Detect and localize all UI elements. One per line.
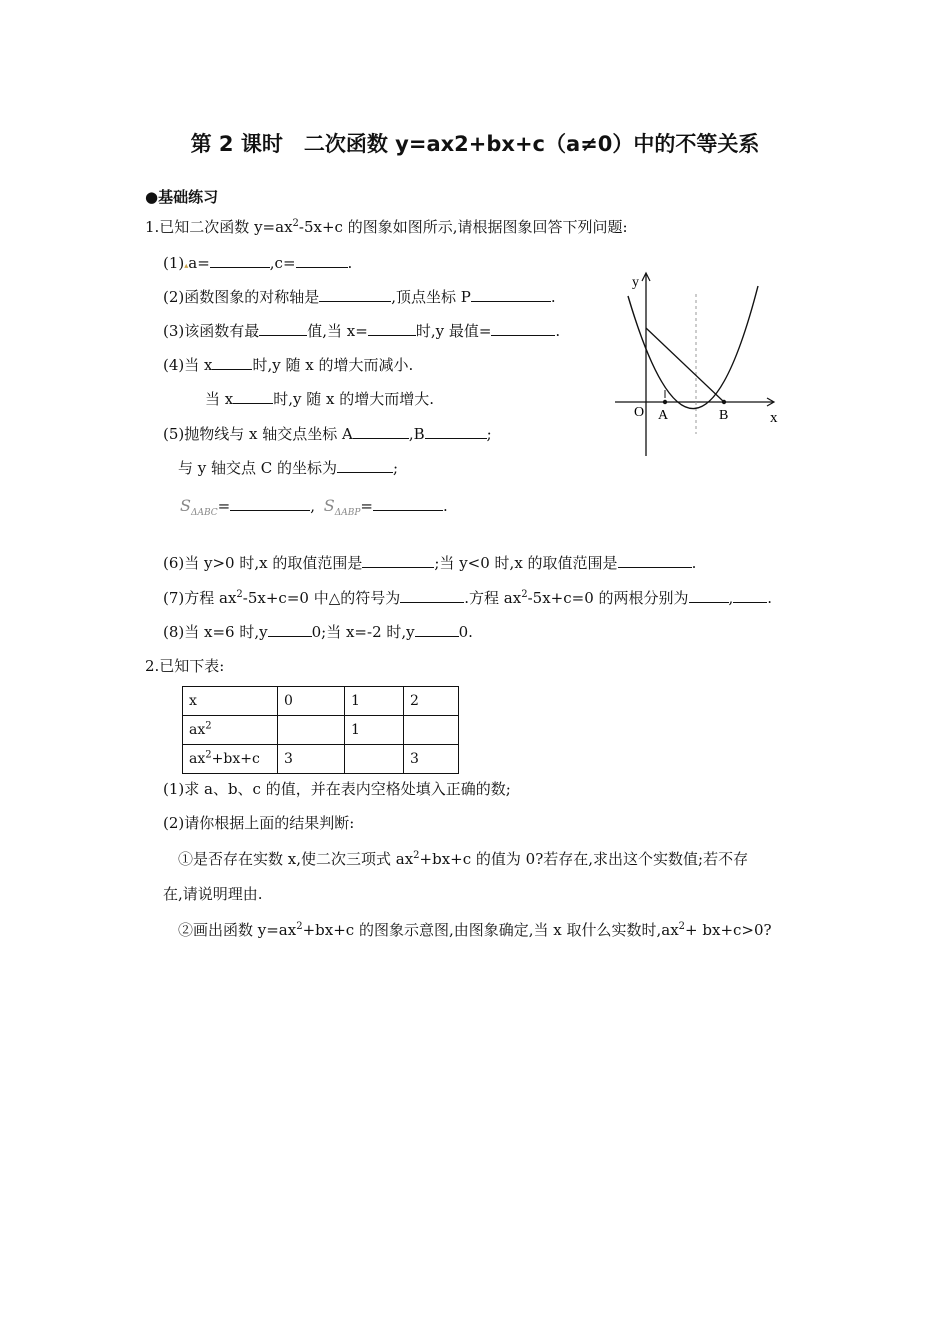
table-cell: 1 xyxy=(345,716,404,745)
x-axis-label: x xyxy=(770,410,778,426)
q1-part2: (2)函数图象的对称轴是 ,顶点坐标 P . xyxy=(163,288,556,306)
table-row xyxy=(183,745,459,774)
table-cell: 0 xyxy=(278,687,345,716)
values-table xyxy=(182,686,459,774)
table-cell xyxy=(278,716,345,745)
q1-stem: 1.已知二次函数 $y=ax^2-5x+c$ 的图象如图所示,请根据图象回答下列问题: xyxy=(145,218,628,236)
parabola-curve xyxy=(628,286,758,409)
table-row xyxy=(183,716,459,745)
page-title: 第 2 课时 二次函数 y=ax2+bx+c（a≠0）中的不等关系 xyxy=(190,132,760,156)
table-cell: $ax^2+bx+c$ xyxy=(183,745,278,774)
y-axis-label: y xyxy=(632,275,639,290)
parabola-graph xyxy=(608,266,793,461)
table-cell: 3 xyxy=(404,745,459,774)
q2-stem: 2.已知下表: xyxy=(145,657,225,675)
table-cell: 3 xyxy=(278,745,345,774)
q1-part8: (8)当 x=6 时,y 0;当 x=-2 时,y 0. xyxy=(163,623,473,641)
table-cell: 1 xyxy=(345,687,404,716)
q1-part5a: (5)抛物线与 x 轴交点坐标 A ,B ; xyxy=(163,425,492,443)
point-b-label: B xyxy=(719,408,729,423)
point-a-label: A xyxy=(658,408,669,423)
section-heading: ●基础练习 xyxy=(145,188,219,206)
q1-part7: (7)方程 $ax^2-5x+c=0$ 中△的符号为 .方程 $ax^2-5x+c=0$ 的两根分别为 , . xyxy=(163,589,773,607)
q2-sub4: ②画出函数 $y=ax^2+bx+c$ 的图象示意图,由图象确定,当 x 取什么实数时$,ax^2+ bx+c>0$? xyxy=(178,921,772,939)
q2-sub3: ①是否存在实数 x,使二次三项式 $ax^2+bx+c$ 的值为 0?若存在,求出这个实数值;若不存 xyxy=(178,850,749,868)
table-cell xyxy=(345,745,404,774)
point-b xyxy=(722,400,726,404)
q2-sub3-cont: 在,请说明理由. xyxy=(163,885,263,903)
q2-sub1: (1)求 a、b、c 的值，并在表内空格处填入正确的数; xyxy=(163,780,511,798)
q2-sub2: (2)请你根据上面的结果判断: xyxy=(163,814,355,832)
q1-part1: (1)▴a= ,c= . xyxy=(163,254,353,272)
q1-part6: (6)当 y>0 时,x 的取值范围是 ;当 y<0 时,x 的取值范围是 . xyxy=(163,554,697,572)
table-cell: $ax^2$ xyxy=(183,716,278,745)
table-row xyxy=(183,687,459,716)
q1-part5b: 与 y 轴交点 C 的坐标为 ; xyxy=(178,459,399,477)
q1-part4a: (4)当 x 时,y 随 x 的增大而减小. xyxy=(163,356,414,374)
table-cell: 2 xyxy=(404,687,459,716)
point-a xyxy=(663,400,667,404)
q1-part3: (3)该函数有最 值,当 x= 时,y 最值= . xyxy=(163,322,561,340)
segment-cb xyxy=(646,328,724,402)
edit-mark-icon: ▴ xyxy=(184,261,189,270)
q1-area-line: $S_{\Delta ABC}=$ , $S_{\Delta ABP}=$ . xyxy=(180,496,448,519)
q1-part4b: 当 x 时,y 随 x 的增大而增大. xyxy=(205,390,435,408)
table-cell: x xyxy=(183,687,278,716)
origin-label: O xyxy=(634,405,645,420)
table-cell xyxy=(404,716,459,745)
